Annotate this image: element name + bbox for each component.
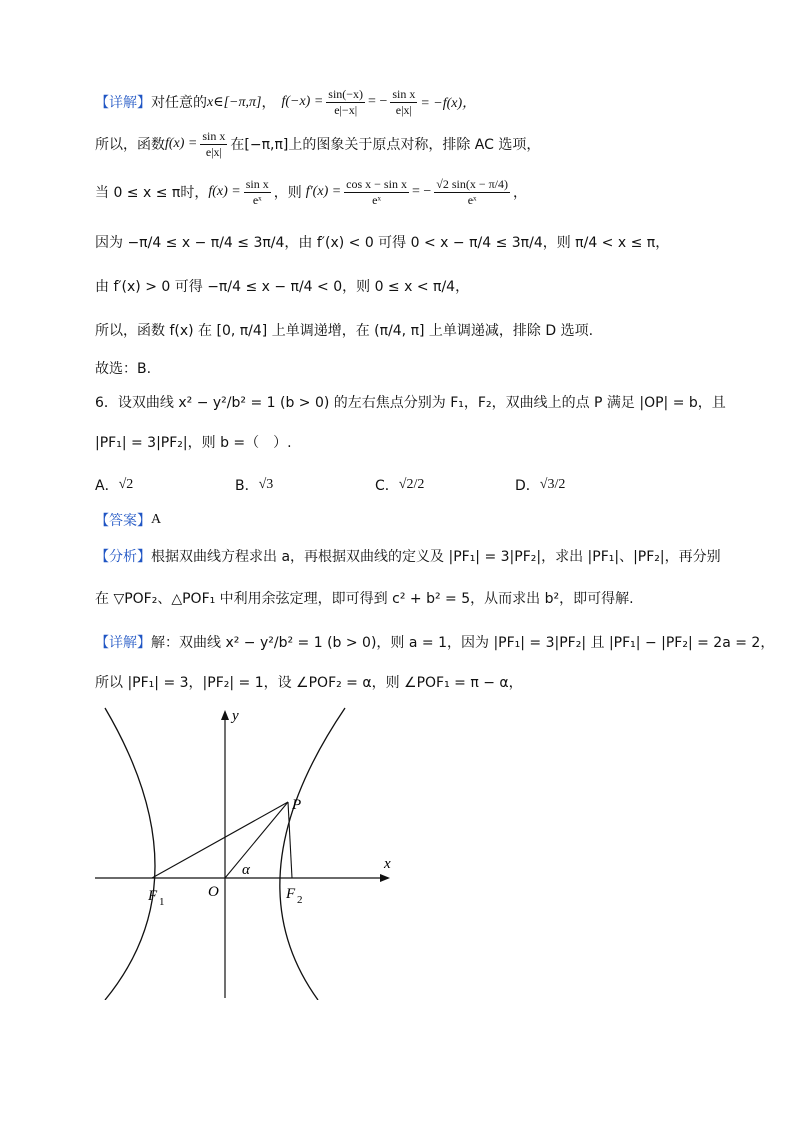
detail-tag: 【详解】	[95, 635, 151, 651]
detail-line-7: 故选：B.	[95, 361, 152, 377]
f2-label	[285, 886, 303, 906]
fraction: $\frac{\text{cos x − sin x}}{\text{eˣ}}$	[346, 177, 407, 207]
point-p-label: P	[292, 797, 302, 813]
detail-line-4: 因为 −π/4 ≤ x − π/4 ≤ 3π/4，由 f′(x) < 0 可得 0 < x − π/4 ≤ 3π/4，则 π/4 < x ≤ π，	[95, 235, 670, 251]
x-axis-arrow	[380, 874, 390, 882]
x-axis-label: x	[384, 856, 391, 872]
option-d: D． √3/2	[515, 477, 566, 494]
analysis-line-2: 在 ▽POF₂、△POF₁ 中利用余弦定理，即可得到 c² + b² = 5，从而求出 b²，即可得解.	[95, 591, 634, 607]
f1-label	[147, 888, 165, 908]
q6-detail-line-1: 【详解】 解：双曲线 x² − y²/b² = 1 (b > 0)，则 a = 1，因为 |PF₁| = 3|PF₂| 且 |PF₁| − |PF₂| = 2a = 2，	[95, 632, 734, 652]
option-c: C． √2/2	[375, 477, 425, 494]
svg-text:2: 2	[297, 894, 303, 906]
question-stem-2: |PF₁| = 3|PF₂|，则 b =（ ）.	[95, 435, 292, 451]
fraction: $\frac{\text{sin x}}{\text{eˣ}}$	[245, 177, 269, 207]
svg-text:F: F	[148, 888, 158, 904]
left-branch	[105, 708, 155, 1000]
hyperbola-figure	[90, 700, 400, 1000]
svg-text:F: F	[286, 886, 296, 902]
answer-line	[95, 510, 734, 530]
option-b: B． √3	[235, 477, 274, 494]
segment-op	[225, 802, 288, 878]
answer-tag: 【答案】	[95, 513, 151, 529]
angle-alpha-label: α	[242, 862, 250, 878]
q6-detail-line-2: 所以 |PF₁| = 3，|PF₂| = 1，设 ∠POF₂ = α，则 ∠POF₁ = π − α，	[95, 675, 523, 691]
segment-pf1	[152, 802, 288, 878]
y-axis-label: y	[232, 708, 239, 724]
analysis-tag: 【分析】	[95, 549, 151, 565]
detail-line-5: 由 f′(x) > 0 可得 −π/4 ≤ x − π/4 < 0，则 0 ≤ x < π/4，	[95, 279, 470, 295]
fraction: $\frac{\sin(-x)}{e|-x|}$	[328, 87, 364, 117]
detail-line-2: 所以，函数 f(x) = $\frac{\text{sin x}}{e|x|}$ 在[−π,π]上的图象关于原点对称，排除 AC 选项，	[95, 129, 541, 159]
fraction: $\frac{√2 \sin(x - \pi/4)}{\text{eˣ}}$	[436, 177, 508, 207]
detail-line-6: 所以，函数 f(x) 在 [0, π/4] 上单调递增，在 (π/4, π] 上单调递减，排除 D 选项.	[95, 323, 594, 339]
detail-line-3: 当 0 ≤ x ≤ π时， f(x) = $\frac{\text{sin x}}{\text{eˣ}}$ ，则 f′(x) = $\frac{\text{cos x − sin x}}{\text{eˣ}}$ = − $\frac{√2 \sin(x - \pi/4)}{\text{eˣ}}$ ，	[95, 177, 527, 207]
y-axis-arrow	[221, 710, 229, 720]
fraction: $\frac{\text{sin x}}{e|x|}$	[202, 129, 226, 159]
right-branch	[280, 708, 345, 1000]
detail-line-1: 【详解】 对任意的 x∈[−π,π] ， f(−x) = $\frac{\sin(-x)}{e|-x|}$ = − $\frac{\text{sin x}}{e|x|}$ = −f(x)，	[95, 87, 477, 117]
origin-label: O	[208, 884, 219, 900]
question-stem-1: 6．设双曲线 x² − y²/b² = 1 (b > 0) 的左右焦点分别为 F₁，F₂，双曲线上的点 P 满足 |OP| = b，且	[95, 395, 726, 411]
fraction: $\frac{\text{sin x}}{e|x|}$	[392, 87, 416, 117]
option-a: A． √2	[95, 477, 134, 494]
detail-tag: 【详解】	[95, 95, 151, 112]
options-row	[95, 475, 734, 495]
svg-text:1: 1	[159, 896, 165, 908]
analysis-line-1: 【分析】 根据双曲线方程求出 a，再根据双曲线的定义及 |PF₁| = 3|PF₂|，求出 |PF₁|、|PF₂|，再分别	[95, 546, 734, 566]
answer-value: A	[151, 512, 162, 527]
